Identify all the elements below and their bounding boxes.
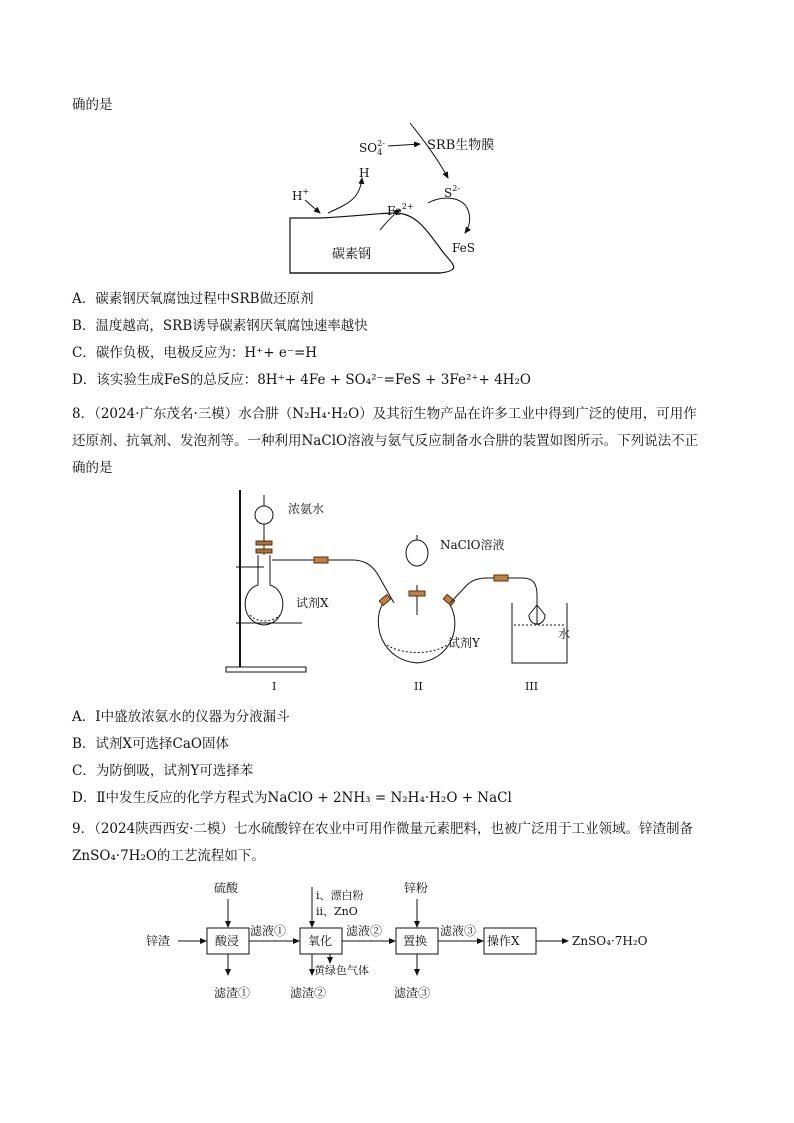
residue2-label: 滤渣② [290,986,327,1000]
filtrate2-label: 滤液② [346,924,383,938]
s2-label: $S^{2-}$ [444,184,461,200]
q8-stem-line1: 8．（2024·广东茂名·三模）水合肼（N₂H₄·H₂O）及其衍生物产品在许多工业中得到广泛的使用，可用作 [72,406,697,422]
q7-option-b: B．温度越高，SRB诱导碳素钢厌氧腐蚀速率越快 [72,318,368,334]
q8-option-a: A．Ⅰ中盛放浓氨水的仪器为分液漏斗 [72,709,290,725]
q7-corrosion-diagram [280,118,520,278]
q8-stem-line2: 还原剂、抗氧剂、发泡剂等。一种利用NaClO溶液与氨气反应制备水合肼的装置如图所示。下列说法不正 [72,433,699,449]
acid-leach-box: 酸浸 [215,934,240,948]
hplus-label: H+ [292,187,310,203]
steel-block [290,213,454,273]
q7-stem-tail: 确的是 [72,97,113,113]
product-label: ZnSO₄·7H₂O [572,934,648,948]
steel-label: 碳素钢 [332,247,372,262]
q8-stem-line3: 确的是 [72,460,113,476]
q9-flow-diagram [140,875,660,1005]
ammonia-label: 浓氨水 [288,502,325,516]
h-label: H [359,166,370,180]
gas-label: 黄绿色气体 [314,964,369,977]
replace-box: 置换 [403,934,428,948]
srb-label: SRB生物膜 [427,138,495,153]
water-label: 水 [558,627,571,641]
label-2: II [414,680,423,693]
oxidation-box: 氧化 [308,934,333,948]
label-3: III [525,680,539,693]
fe2-label: $Fe^{2+}$ [387,202,414,218]
q8-apparatus-diagram [222,485,592,695]
oxid-add2-label: ii、ZnO [316,905,358,918]
filtrate1-label: 滤液① [250,924,287,938]
q9-stem-line1: 9．（2024陕西西安·二模）七水硫酸锌在农业中可用作微量元素肥料，也被广泛用于工业领域。锌渣制备 [72,821,693,837]
q9-stem-line2: ZnSO₄·7H₂O的工艺流程如下。 [72,848,265,864]
q7-option-d-eq: 8H⁺+ 4Fe + SO₄²⁻=FeS + 3Fe²⁺+ 4H₂O [257,372,531,388]
q7-option-c: C．碳作负极，电极反应为：H⁺+ e⁻=H [72,345,318,361]
op-x-box: 操作X [487,934,520,948]
reagent-x-label: 试剂X [296,596,329,610]
zinc-powder-label: 锌粉 [404,881,429,895]
residue3-label: 滤渣③ [394,986,431,1000]
filtrate3-label: 滤液③ [440,924,477,938]
oxid-add1-label: i、漂白粉 [316,889,364,902]
label-1: I [272,680,277,693]
q7-option-c-eq: H⁺+ e⁻=H [244,345,318,361]
reagent-y-label: 试剂Y [448,636,480,650]
sulfuric-label: 硫酸 [214,881,239,895]
q8-option-b: B．试剂X可选择CaO固体 [72,736,229,752]
q8-option-d-eq: NaClO + 2NH₃ = N₂H₄·H₂O + NaCl [267,790,512,806]
fes-label: FeS [452,241,475,255]
q8-option-c: C．为防倒吸，试剂Y可选择苯 [72,763,254,779]
residue1-label: 滤渣① [214,986,251,1000]
q7-option-d: D．该实验生成FeS的总反应：8H⁺+ 4Fe + SO₄²⁻=FeS + 3Fe²⁺+ 4H₂O [72,372,531,388]
q8-option-d: D．Ⅱ中发生反应的化学方程式为NaClO + 2NH₃ = N₂H₄·H₂O + NaCl [72,790,512,806]
naclo-label: NaClO溶液 [440,538,505,552]
zinc-slag-label: 锌渣 [146,934,171,948]
so4-label: $SO_42-$ [359,139,385,157]
q7-option-a: A．碳素钢厌氧腐蚀过程中SRB做还原剂 [72,291,314,307]
